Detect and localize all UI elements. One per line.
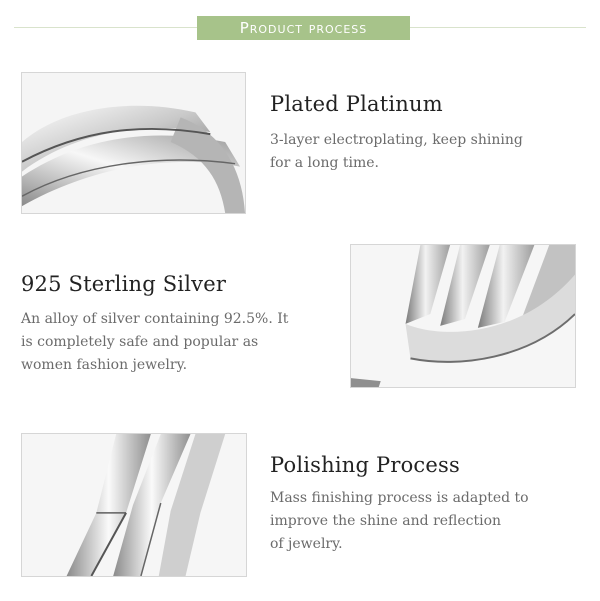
desc-line: An alloy of silver containing 92.5%. It: [21, 311, 289, 327]
section-header-title: Product process: [239, 19, 368, 37]
feature-desc-polishing-process: [270, 487, 570, 556]
desc-line: for a long time.: [270, 155, 379, 171]
ring-closeup-photo-silver: [350, 244, 576, 388]
desc-line: is completely safe and popular as: [21, 334, 259, 350]
ring-closeup-photo-plated: [21, 72, 246, 214]
header-rule-left: [14, 27, 197, 28]
feature-desc-plated-platinum: [270, 129, 560, 175]
feature-title-polishing-process: Polishing Process: [270, 453, 460, 477]
feature-desc-sterling-silver: [21, 308, 321, 377]
feature-title-sterling-silver: 925 Sterling Silver: [21, 272, 227, 296]
desc-line: Mass finishing process is adapted to: [270, 490, 529, 506]
ring-closeup-photo-polished: [21, 433, 247, 577]
desc-line: improve the shine and reflection: [270, 513, 502, 529]
desc-line: women fashion jewelry.: [21, 357, 188, 373]
feature-title-plated-platinum: Plated Platinum: [270, 92, 443, 116]
desc-line: of jewelry.: [270, 536, 343, 552]
desc-line: 3-layer electroplating, keep shining: [270, 132, 523, 148]
header-rule-right: [410, 27, 586, 28]
section-header-banner: [197, 16, 410, 40]
